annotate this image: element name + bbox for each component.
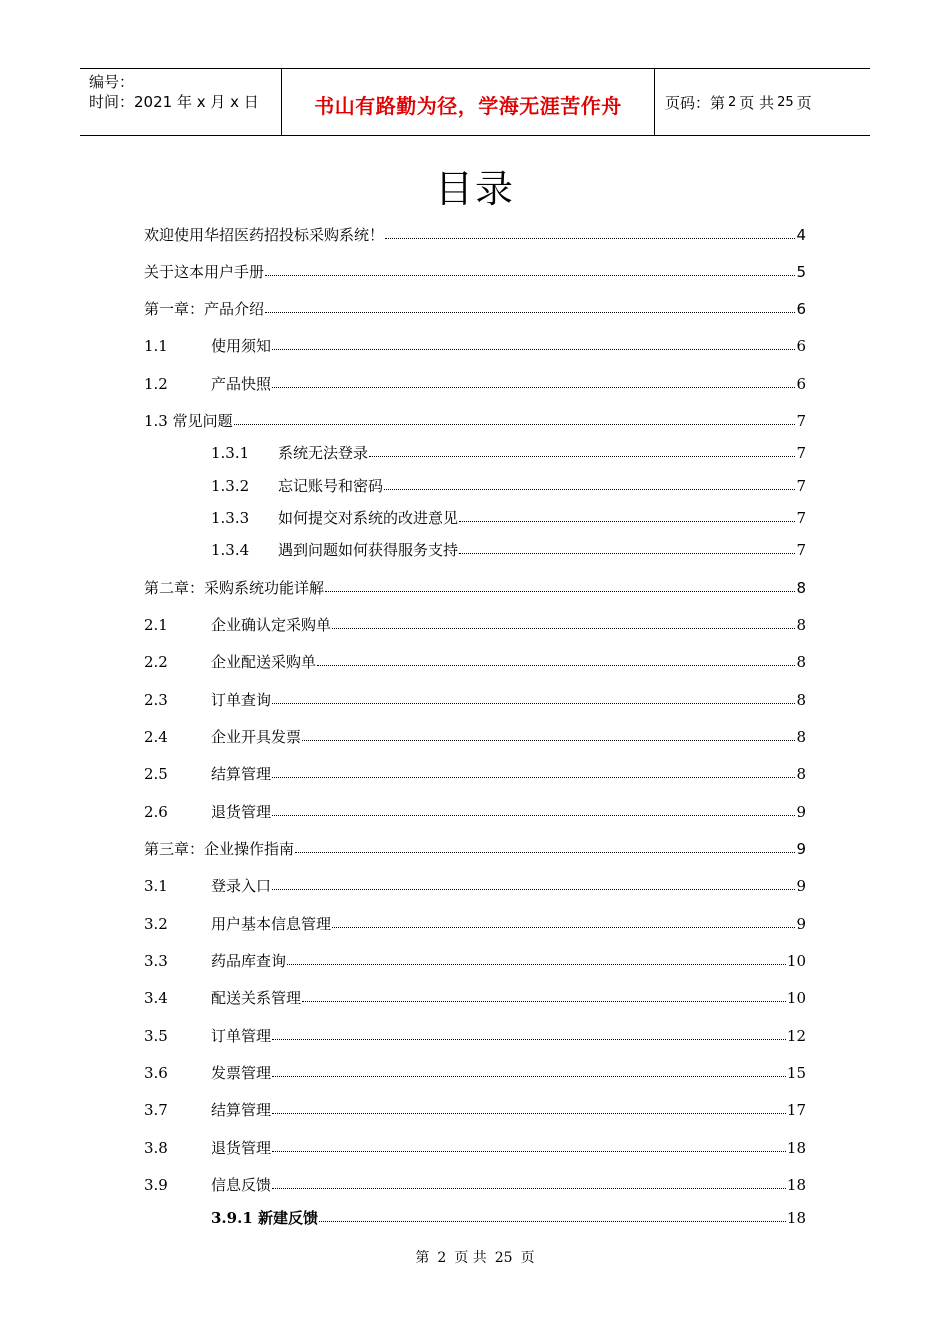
toc-entry-page: 9 bbox=[796, 915, 806, 933]
toc-leader-dots bbox=[272, 777, 795, 778]
header-page-prefix: 页码：第 bbox=[665, 93, 726, 112]
header-info bbox=[80, 69, 282, 135]
toc-entry-number: 1.3.2 bbox=[211, 477, 250, 495]
toc-entry-number: 2.1 bbox=[144, 616, 168, 634]
toc-leader-dots bbox=[272, 1039, 786, 1040]
toc-entry-page: 7 bbox=[796, 509, 806, 527]
toc-entry-number: 3.5 bbox=[144, 1027, 168, 1045]
toc-entry-title: 产品快照 bbox=[211, 375, 272, 393]
toc-entry-page: 8 bbox=[796, 765, 806, 783]
footer-prefix: 第 bbox=[415, 1250, 430, 1266]
document-time-label: 时间：2021 年 x 月 x 日 bbox=[89, 93, 259, 111]
toc-entry[interactable] bbox=[144, 507, 806, 528]
toc-entry-page: 10 bbox=[786, 952, 806, 970]
page-footer bbox=[0, 1247, 950, 1267]
toc-entry-page: 8 bbox=[796, 579, 806, 597]
toc-entry-title: 结算管理 bbox=[211, 765, 272, 783]
toc-entry-page: 8 bbox=[796, 616, 806, 634]
toc-entry-title: 1.3 常见问题 bbox=[144, 412, 233, 430]
toc-leader-dots bbox=[295, 852, 795, 853]
toc-entry[interactable] bbox=[144, 410, 806, 431]
toc-entry-title: 第三章：企业操作指南 bbox=[144, 840, 295, 858]
toc-entry-title: 如何提交对系统的改进意见 bbox=[278, 509, 459, 527]
toc-leader-dots bbox=[272, 815, 795, 816]
toc-entry[interactable] bbox=[144, 335, 806, 356]
toc-entry[interactable] bbox=[144, 261, 806, 282]
toc-entry[interactable] bbox=[144, 539, 806, 560]
toc-leader-dots bbox=[325, 591, 795, 592]
toc-entry[interactable] bbox=[144, 614, 806, 635]
toc-entry-page: 7 bbox=[796, 541, 806, 559]
toc-leader-dots bbox=[272, 387, 795, 388]
toc-leader-dots bbox=[272, 889, 795, 890]
toc-entry-number: 3.8 bbox=[144, 1139, 168, 1157]
header-page-number bbox=[655, 69, 870, 135]
toc-leader-dots bbox=[384, 489, 795, 490]
toc-entry-page: 18 bbox=[786, 1176, 806, 1194]
toc-entry[interactable] bbox=[144, 577, 806, 598]
footer-current: 2 bbox=[437, 1250, 447, 1266]
toc-entry-title: 系统无法登录 bbox=[278, 444, 369, 462]
toc-entry[interactable] bbox=[144, 1137, 806, 1158]
toc-entry-number: 3.6 bbox=[144, 1064, 168, 1082]
toc-entry-page: 7 bbox=[796, 412, 806, 430]
toc-entry-number: 3.3 bbox=[144, 952, 168, 970]
toc-entry-number: 3.4 bbox=[144, 989, 168, 1007]
toc-entry-page: 4 bbox=[796, 226, 806, 244]
page-header bbox=[80, 68, 870, 136]
toc-entry-title: 欢迎使用华招医药招投标采购系统！ bbox=[144, 226, 385, 244]
toc-entry-page: 8 bbox=[796, 653, 806, 671]
toc-entry-title: 遇到问题如何获得服务支持 bbox=[278, 541, 459, 559]
toc-entry[interactable] bbox=[144, 1099, 806, 1120]
toc-entry[interactable] bbox=[144, 1207, 806, 1228]
toc-entry[interactable] bbox=[144, 801, 806, 822]
toc-leader-dots bbox=[302, 1001, 786, 1002]
toc-leader-dots bbox=[234, 424, 796, 425]
toc-entry-title: 药品库查询 bbox=[211, 952, 287, 970]
toc-leader-dots bbox=[459, 521, 795, 522]
toc-entry-title: 配送关系管理 bbox=[211, 989, 302, 1007]
toc-entry-title: 结算管理 bbox=[211, 1101, 272, 1119]
toc-leader-dots bbox=[265, 275, 795, 276]
toc-entry-page: 17 bbox=[786, 1101, 806, 1119]
toc-entry-number: 1.3.4 bbox=[211, 541, 250, 559]
toc-entry[interactable] bbox=[144, 442, 806, 463]
toc-entry-number: 3.1 bbox=[144, 877, 168, 895]
toc-entry-title: 订单查询 bbox=[211, 691, 272, 709]
header-page-current: 2 bbox=[728, 94, 737, 110]
toc-leader-dots bbox=[302, 740, 795, 741]
toc-entry[interactable] bbox=[144, 298, 806, 319]
toc-leader-dots bbox=[287, 964, 786, 965]
toc-entry[interactable] bbox=[144, 726, 806, 747]
toc-entry[interactable] bbox=[144, 1174, 806, 1195]
toc-leader-dots bbox=[272, 1188, 786, 1189]
toc-leader-dots bbox=[272, 349, 795, 350]
header-motto: 书山有路勤为径，学海无涯苦作舟 bbox=[282, 69, 655, 135]
toc-entry-title: 发票管理 bbox=[211, 1064, 272, 1082]
toc-entry-number: 2.4 bbox=[144, 728, 168, 746]
toc-entry[interactable] bbox=[144, 838, 806, 859]
toc-entry-title: 3.9.1 新建反馈 bbox=[211, 1209, 318, 1227]
toc-entry-page: 6 bbox=[796, 337, 806, 355]
toc-entry-number: 2.2 bbox=[144, 653, 168, 671]
header-page-middle: 页 共 bbox=[739, 93, 775, 112]
toc-entry-title: 关于这本用户手册 bbox=[144, 263, 265, 281]
toc-entry[interactable] bbox=[144, 913, 806, 934]
toc-entry[interactable] bbox=[144, 763, 806, 784]
toc-entry-number: 1.3.1 bbox=[211, 444, 250, 462]
footer-total: 25 bbox=[494, 1250, 513, 1266]
toc-entry-page: 6 bbox=[796, 375, 806, 393]
toc-leader-dots bbox=[272, 1113, 786, 1114]
toc-entry-page: 5 bbox=[796, 263, 806, 281]
toc-leader-dots bbox=[319, 1221, 786, 1222]
toc-entry-page: 6 bbox=[796, 300, 806, 318]
toc-entry-number: 2.6 bbox=[144, 803, 168, 821]
toc-entry-number: 3.2 bbox=[144, 915, 168, 933]
toc-entry-number: 1.3.3 bbox=[211, 509, 250, 527]
toc-leader-dots bbox=[272, 1151, 786, 1152]
toc-entry-number: 2.5 bbox=[144, 765, 168, 783]
toc-entry[interactable] bbox=[144, 224, 806, 245]
header-page-suffix: 页 bbox=[796, 93, 812, 112]
toc-title: 目录 bbox=[434, 167, 515, 211]
toc-entry[interactable] bbox=[144, 651, 806, 672]
toc-entry-number: 1.2 bbox=[144, 375, 168, 393]
toc-leader-dots bbox=[369, 456, 795, 457]
toc-entry-page: 12 bbox=[786, 1027, 806, 1045]
toc-entry-page: 15 bbox=[786, 1064, 806, 1082]
toc-entry-title: 第二章：采购系统功能详解 bbox=[144, 579, 325, 597]
toc-entry-page: 7 bbox=[796, 477, 806, 495]
toc-entry-number: 3.9 bbox=[144, 1176, 168, 1194]
toc-entry-page: 18 bbox=[786, 1139, 806, 1157]
toc-entry-page: 10 bbox=[786, 989, 806, 1007]
toc-entry-page: 7 bbox=[796, 444, 806, 462]
toc-entry-title: 退货管理 bbox=[211, 1139, 272, 1157]
toc-leader-dots bbox=[385, 238, 795, 239]
toc-entry-title: 信息反馈 bbox=[211, 1176, 272, 1194]
toc-leader-dots bbox=[272, 1076, 786, 1077]
toc-entry-title: 使用须知 bbox=[211, 337, 272, 355]
toc-entry-title: 用户基本信息管理 bbox=[211, 915, 332, 933]
header-page-total: 25 bbox=[777, 94, 794, 110]
toc-entry-title: 企业确认定采购单 bbox=[211, 616, 332, 634]
toc-entry[interactable] bbox=[144, 475, 806, 496]
toc-entry[interactable] bbox=[144, 950, 806, 971]
toc-entry-page: 9 bbox=[796, 877, 806, 895]
toc-leader-dots bbox=[317, 665, 795, 666]
toc-entry-number: 3.7 bbox=[144, 1101, 168, 1119]
toc-entry-title: 忘记账号和密码 bbox=[278, 477, 384, 495]
toc-entry[interactable] bbox=[144, 987, 806, 1008]
toc-entry-page: 8 bbox=[796, 728, 806, 746]
toc-entry-title: 退货管理 bbox=[211, 803, 272, 821]
toc-entry-page: 9 bbox=[796, 840, 806, 858]
toc-entry[interactable] bbox=[144, 875, 806, 896]
toc-entry-page: 9 bbox=[796, 803, 806, 821]
document-number-label: 编号： bbox=[89, 73, 135, 91]
toc-entry-page: 8 bbox=[796, 691, 806, 709]
toc-entry-title: 第一章：产品介绍 bbox=[144, 300, 265, 318]
toc-leader-dots bbox=[459, 553, 795, 554]
toc-entry-page: 18 bbox=[786, 1209, 806, 1227]
toc-leader-dots bbox=[265, 312, 795, 313]
toc-entry-number: 2.3 bbox=[144, 691, 168, 709]
footer-suffix: 页 bbox=[520, 1250, 535, 1266]
toc-entry-title: 订单管理 bbox=[211, 1027, 272, 1045]
toc-entry-title: 企业开具发票 bbox=[211, 728, 302, 746]
toc-entry-title: 企业配送采购单 bbox=[211, 653, 317, 671]
toc-entry[interactable] bbox=[144, 1062, 806, 1083]
footer-middle: 页 共 bbox=[454, 1250, 487, 1266]
toc-leader-dots bbox=[332, 628, 795, 629]
toc-leader-dots bbox=[272, 703, 795, 704]
toc-entry-number: 1.1 bbox=[144, 337, 168, 355]
toc-entry[interactable] bbox=[144, 689, 806, 710]
toc-leader-dots bbox=[332, 927, 795, 928]
toc-entry[interactable] bbox=[144, 373, 806, 394]
toc-entry[interactable] bbox=[144, 1025, 806, 1046]
toc-entry-title: 登录入口 bbox=[211, 877, 272, 895]
